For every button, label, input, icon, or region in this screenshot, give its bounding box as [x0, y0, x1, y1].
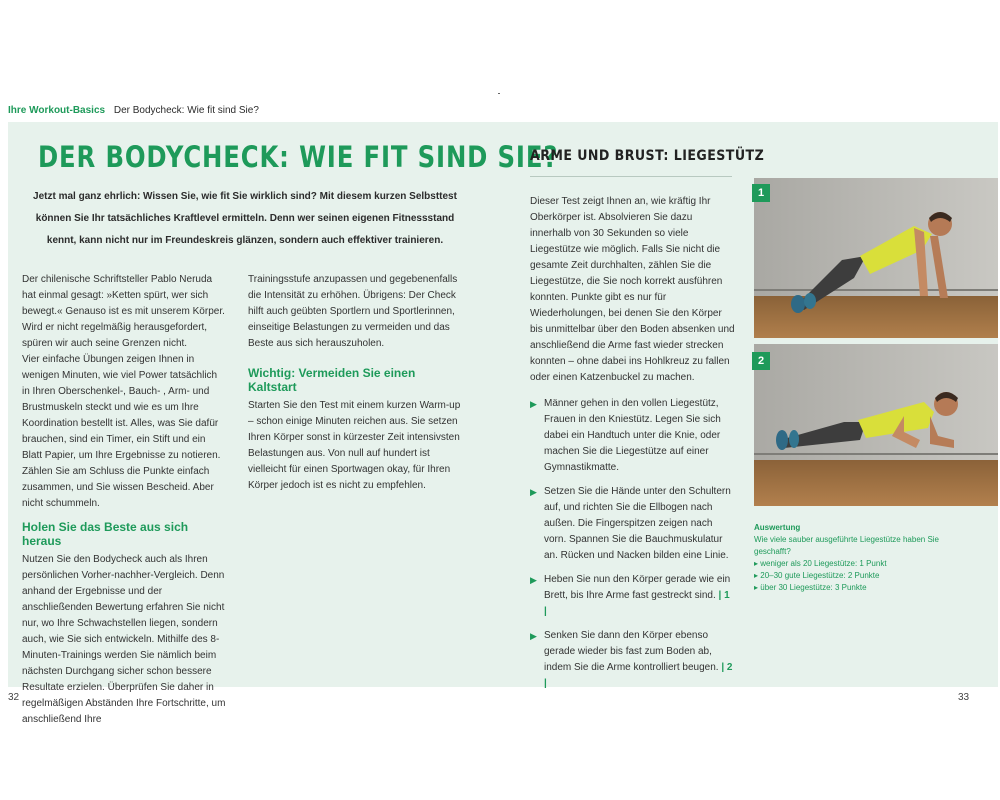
page-number-right: 33 [958, 692, 970, 703]
figure-badge-2: 2 [752, 352, 770, 370]
pushup-photo-2 [754, 344, 998, 506]
list-item [530, 484, 735, 564]
evaluation-item: ▸ weniger als 20 Liegestütze: 1 Punkt [754, 558, 964, 570]
paragraph: Starten Sie den Test mit einem kurzen Warm-up – schon einige Minuten reichen aus. Sie setzen Ihren Körper sonst in kürzester Zeit intensivsten Belastungen aus. Von null auf hundert ist vielleicht für einen Sportwagen okay, für Ihren Körper jedoch ist es nicht zu empfehlen. [248, 400, 461, 491]
left-column-2 [248, 272, 463, 494]
evaluation-list [754, 558, 964, 594]
section-label: Ihre Workout-Basics [8, 105, 106, 116]
triangle-bullet-icon: ▶ [530, 399, 537, 409]
paragraph: Nutzen Sie den Bodycheck auch als Ihren persönlichen Vorher-nachher-Vergleich. Denn anhand der Ergebnisse und der anschließenden Bewertung erfahren Sie nicht nur, wo Ihre Schwachstellen liegen, sondern auch, wie Sie sich entwickeln. Mithilfe des 8-Minuten-Trainings werden Sie nämlich beim nächsten Durchgang sicher schon bessere Resultate erzielen. Überprüfen Sie daher in regelmäßigen Abständen Ihre Fortschritte, um anschließend Ihre [22, 554, 226, 725]
list-item-text: Männer gehen in den vollen Liegestütz, Frauen in den Kniestütz. Legen Sie sich dabei ein Handtuch unter die Knie, oder machen Sie die Liegestütze auf einer Gymnastikmatte. [544, 398, 721, 473]
subheading: Holen Sie das Beste aus sich heraus [22, 520, 189, 548]
left-column-1 [22, 272, 227, 728]
figure-badge-1: 1 [752, 184, 770, 202]
triangle-bullet-icon: ▶ [530, 487, 537, 497]
evaluation-item: ▸ über 30 Liegestütze: 3 Punkte [754, 582, 964, 594]
intro-text: Jetzt mal ganz ehrlich: Wissen Sie, wie fit Sie wirklich sind? Mit diesem kurzen Selbsttest können Sie Ihr tatsächliches Kraftlevel ermitteln. Denn wer seinen eigenen Fitnessstand kennt, kann nicht nur im Freundeskreis glänzen, sondern auch effektiver trainieren. [33, 191, 457, 246]
list-item-text: Setzen Sie die Hände unter den Schultern auf, und richten Sie die Ellbogen nach außen. Die Fingerspitzen zeigen nach vorn. Spannen Sie die Bauchmuskulatur an. Rücken und Nacken bilden eine Linie. [544, 486, 731, 561]
subheading: Wichtig: Vermeiden Sie einen Kaltstart [248, 366, 416, 394]
running-header [8, 105, 259, 116]
list-item-text: Senken Sie dann den Körper ebenso gerade wieder bis fast zum Boden ab, indem Sie die Arme kontrolliert beugen. | 2 | [544, 630, 733, 689]
evaluation-item: ▸ 20–30 gute Liegestütze: 2 Punkte [754, 570, 964, 582]
page-title: DER BODYCHECK: WIE FIT SIND SIE? [38, 140, 559, 174]
figure-reference: | 1 | [544, 590, 730, 617]
paragraph: Dieser Test zeigt Ihnen an, wie kräftig Ihr Oberkörper ist. Absolvieren Sie dazu innerhalb von 30 Sekunden so viele Liegestütze wie möglich. Falls Sie nicht die gesamte Zeit durchhalten, zählen Sie die Liegestütze, die Sie noch korrekt ausführen konnten. Punkte gibt es nur für Wiederholungen, bei denen Sie den Körper bis unmittelbar über den Boden absenken und anschließend die Arme fast wieder strecken konnten – ohne dabei ins Hohlkreuz zu fallen oder einen Katzenbuckel zu machen. [530, 196, 735, 383]
page-number-left: 32 [8, 692, 20, 703]
paragraph: Vier einfache Übungen zeigen Ihnen in wenigen Minuten, wie viel Power tatsächlich in Ihren Oberschenkel-, Bauch- , Arm- und Brustmuskeln steckt und wie es um Ihre Koordination bestellt ist. Alles, was Sie dafür brauchen, sind ein Timer, ein Stift und ein Blatt Papier, um Ihre Ergebnisse zu notieren. Zählen Sie am Schluss die Punkte einfach zusammen, und Sie wissen Bescheid. Aber nicht schummeln. [22, 354, 221, 509]
list-item-text: Heben Sie nun den Körper gerade wie ein Brett, bis Ihre Arme fast gestreckt sind. | 1 | [544, 574, 731, 617]
paragraph: Trainingsstufe anzupassen und gegebenenfalls die Intensität zu erhöhen. Übrigens: Der Check hilft auch geübten Sportlern und Sportlerinnen, einseitige Belastungen zu vermeiden und das Beste aus sich herauszuholen. [248, 274, 458, 349]
divider [530, 176, 732, 177]
list-item [530, 396, 735, 476]
triangle-bullet-icon: ▶ [530, 575, 537, 585]
pushup-photo-1 [754, 178, 998, 338]
triangle-bullet-icon: ▶ [530, 631, 537, 641]
header-title: Der Bodycheck: Wie fit sind Sie? [113, 105, 259, 116]
list-item [530, 572, 735, 620]
print-mark [498, 93, 500, 94]
exercise-title: ARME UND BRUST: LIEGESTÜTZ [530, 148, 765, 164]
exercise-column [530, 194, 735, 692]
paragraph: Der chilenische Schriftsteller Pablo Neruda hat einmal gesagt: »Ketten spürt, wer sich bewegt.« Genauso ist es mit unserem Körper. Wird er nicht regelmäßig herausgefordert, spüren wir auch seine Grenzen nicht. [22, 274, 225, 349]
list-item [530, 628, 735, 692]
evaluation-box [754, 522, 964, 594]
evaluation-question: Wie viele sauber ausgeführte Liegestütze haben Sie geschafft? [754, 535, 940, 556]
figure-reference: | 2 | [544, 662, 733, 689]
evaluation-title: Auswertung [754, 523, 801, 532]
